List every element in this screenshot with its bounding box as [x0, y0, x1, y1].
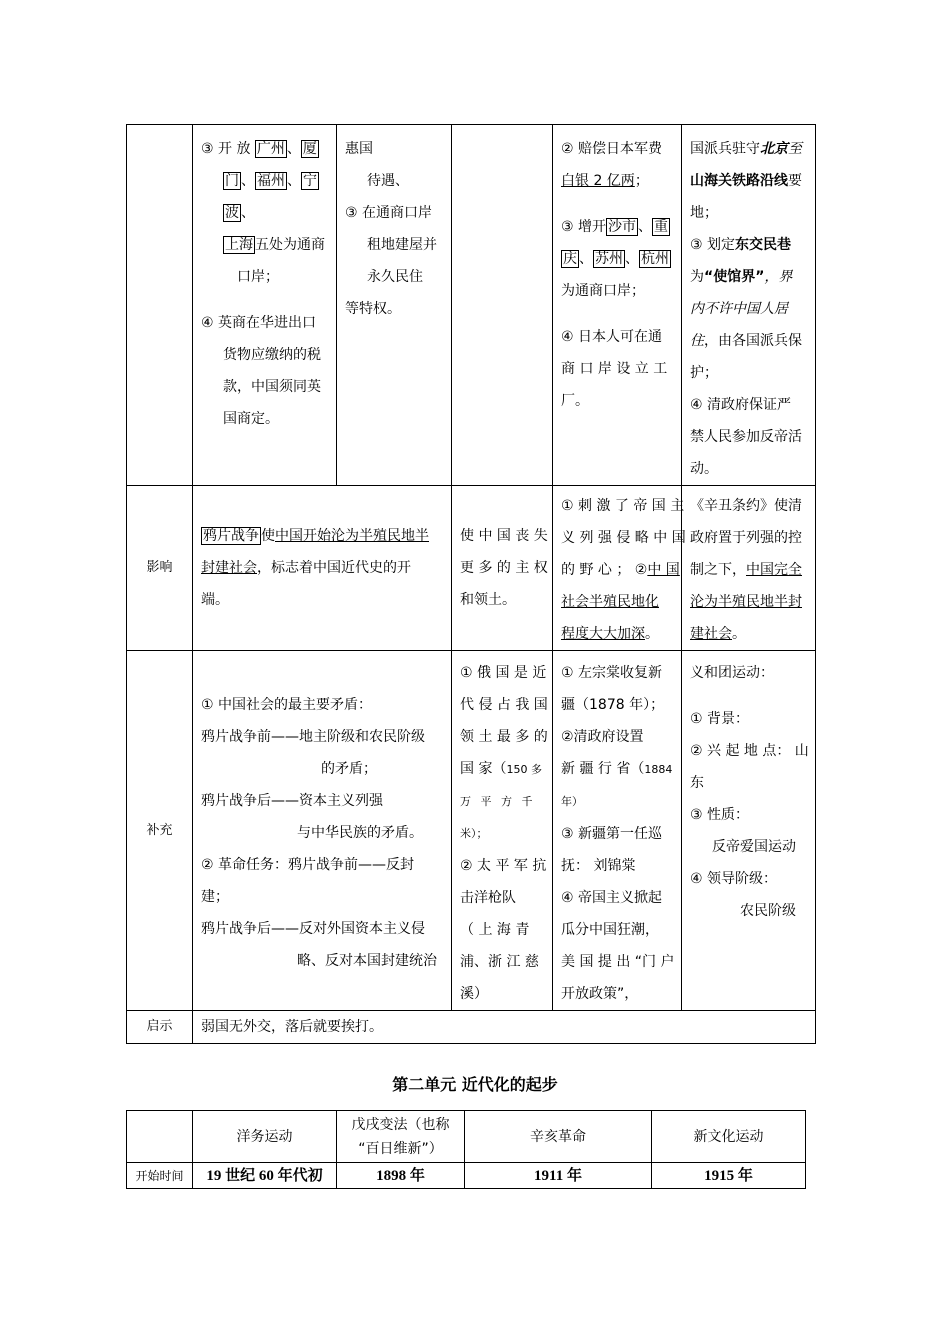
modernization-start-row [127, 1163, 806, 1189]
influence-cell-4: ① 刺 激 了 帝 国 主 义 列 强 侵 略 中 国 的 野 心 ； ②中 国 社会半殖民地化 程度大大加深。 [553, 486, 682, 651]
start-xinhai: 1911 年 [465, 1163, 652, 1189]
header-reform-1898: 戊戌变法（也称 “百日维新”） [337, 1111, 465, 1163]
row-label-influence: 影响 [127, 486, 193, 651]
beijing-treaty-contents-cell: 惠国 待遇、 ③ 在通商口岸 租地建屋并 永久民住 等特权。 [337, 125, 452, 486]
table-row-lesson [127, 1011, 816, 1044]
supplement-cell-4: ① 左宗棠收复新 疆（1878 年）； ②清政府设置 新 疆 行 省（1884 年） ③ 新疆第一任巡 抚： 刘锦棠 ④ 帝国主义掀起 瓜分中国狂潮， 美 国 提 出 “门 户 开放政策”， [553, 651, 682, 1011]
header-new-culture-movement: 新文化运动 [652, 1111, 806, 1163]
supplement-cell-5: 义和团运动： ① 背景： ② 兴 起 地 点： 山 东 ③ 性质： 反帝爱国运动 ④ 领导阶级： 农民阶级 [682, 651, 816, 1011]
influence-cell-3: 使 中 国 丧 失 更 多 的 主 权 和领土。 [452, 486, 553, 651]
table-row-influence [127, 486, 816, 651]
supplement-cell-3: ① 俄 国 是 近 代 侵 占 我 国 领 土 最 多 的 国 家（150 多 万 平 方 千 米）； ② 太 平 军 抗 击洋枪队 （ 上 海 青 浦、浙 江 慈 溪） [452, 651, 553, 1011]
start-reform-1898: 1898 年 [337, 1163, 465, 1189]
history-summary-table [126, 124, 816, 1044]
row-label-lesson: 启示 [127, 1011, 193, 1044]
header-xinhai-revolution: 辛亥革命 [465, 1111, 652, 1163]
header-westernization: 洋务运动 [193, 1111, 337, 1163]
table-row-contents [127, 125, 816, 486]
nanjing-treaty-contents-cell: ③ 开 放 广州 、 厦 门 、 福州 、 宁 波 、 上海 五处为通商 口岸； ④ 英商在华进出口 货物应缴纳的税 款，中国须同英 国商定。 [193, 125, 337, 486]
opium-war-influence-cell: 鸦片战争 使中国开始沦为半殖民地半 封建社会，标志着中国近代史的开 端。 [193, 486, 452, 651]
table-row-supplement [127, 651, 816, 1011]
supplement-cell-1: ① 中国社会的最主要矛盾： 鸦片战争前——地主阶级和农民阶级 的矛盾； 鸦片战争后——资本主义列强 与中华民族的矛盾。 ② 革命任务：鸦片战争前——反封 建； 鸦片战争后——反对外国资本主义侵 略、反对本国封建统治 [193, 651, 452, 1011]
xinchou-treaty-contents-cell: 国派兵驻守北京至 山海关铁路沿线要 地； ③ 划定东交民巷 为“使馆界”，界 内不许中国人居 住，由各国派兵保 护； ④ 清政府保证严 禁人民参加反帝活 动。 [682, 125, 816, 486]
row-label-supplement: 补充 [127, 651, 193, 1011]
modernization-header-row [127, 1111, 806, 1163]
start-westernization: 19 世纪 60 年代初 [193, 1163, 337, 1189]
header-empty [127, 1111, 193, 1163]
row-label-empty [127, 125, 193, 486]
start-new-culture: 1915 年 [652, 1163, 806, 1189]
shimonoseki-treaty-contents-cell: ② 赔偿日本军费 白银 2 亿两； ③ 增开 沙市 、 重 庆 、 苏州 、 杭州 为通商口岸； ④ 日本人可在通 商 口 岸 设 立 工 厂。 [553, 125, 682, 486]
row-label-start-time: 开始时间 [127, 1163, 193, 1189]
modernization-table [126, 1110, 806, 1189]
influence-cell-5: 《辛丑条约》使清 政府置于列强的控 制之下，中国完全 沦为半殖民地半封 建社会。 [682, 486, 816, 651]
empty-contents-cell [452, 125, 553, 486]
unit-title: 第二单元 近代化的起步 [392, 1075, 558, 1094]
lesson-cell: 弱国无外交，落后就要挨打。 [193, 1011, 816, 1044]
